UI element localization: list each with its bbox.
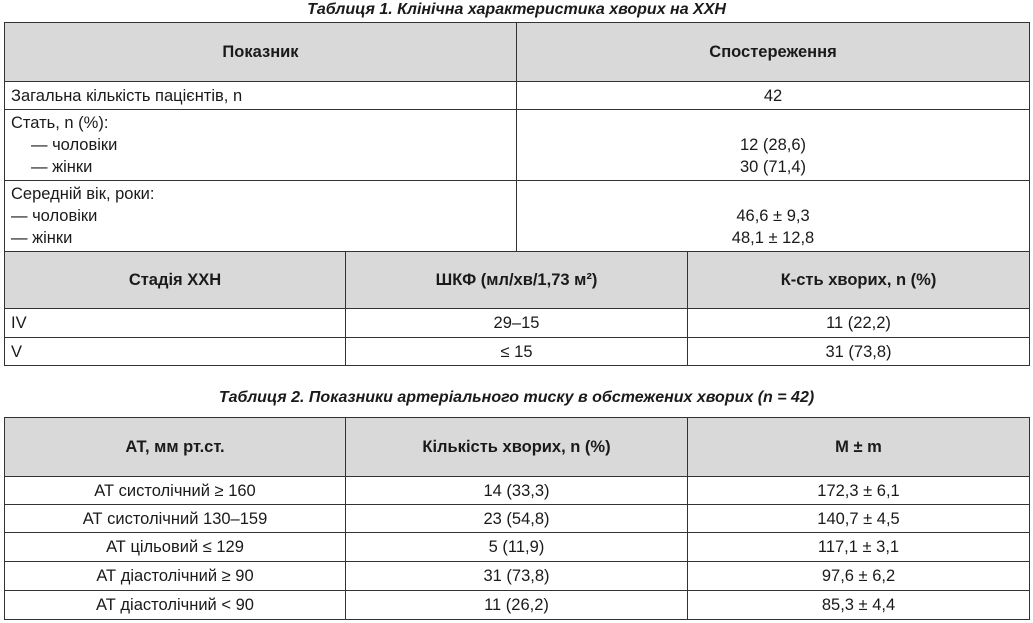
table-row — [5, 477, 1030, 505]
stage-header-row — [5, 252, 1030, 309]
stage-gfr: ≤ 15 — [346, 338, 688, 366]
table2-header-row — [5, 418, 1030, 477]
bp-mean: 172,3 ± 6,1 — [688, 477, 1030, 505]
table1-stages — [4, 251, 1030, 366]
bp-label: АТ діастолічний ≥ 90 — [5, 562, 346, 591]
table-row — [5, 562, 1030, 591]
bp-mean: 85,3 ± 4,4 — [688, 591, 1030, 620]
bp-count: 5 (11,9) — [346, 533, 688, 562]
sex-values — [517, 110, 1030, 181]
stage-count: 11 (22,2) — [688, 309, 1030, 338]
age-label: Середній вік, роки: — [11, 185, 155, 203]
table-row — [5, 338, 1030, 366]
sex-men-label: — чоловіки — [31, 136, 118, 154]
age-women-label: — жінки — [11, 229, 73, 247]
header-patients: Кількість хворих, n (%) — [346, 418, 688, 477]
total-label: Загальна кількість пацієнтів, n — [5, 82, 517, 110]
bp-label: АТ систолічний 130–159 — [5, 505, 346, 533]
table-row — [5, 181, 1030, 252]
table-row — [5, 533, 1030, 562]
bp-mean: 117,1 ± 3,1 — [688, 533, 1030, 562]
table1-caption: Таблиця 1. Клінічна характеристика хворих на ХХН — [307, 1, 726, 18]
table1 — [4, 22, 1030, 252]
stage-gfr: 29–15 — [346, 309, 688, 338]
bp-mean: 97,6 ± 6,2 — [688, 562, 1030, 591]
sex-women-label: — жінки — [31, 158, 93, 176]
table1-header-row — [5, 23, 1030, 82]
header-observation: Спостереження — [517, 23, 1030, 82]
age-cell — [5, 181, 517, 252]
header-mean: M ± m — [688, 418, 1030, 477]
age-men-label: — чоловіки — [11, 207, 98, 225]
bp-label: АТ цільовий ≤ 129 — [5, 533, 346, 562]
sex-cell — [5, 110, 517, 181]
bp-label: АТ діастолічний < 90 — [5, 591, 346, 620]
header-stage: Стадія ХХН — [5, 252, 346, 309]
table-row — [5, 309, 1030, 338]
bp-label: АТ систолічний ≥ 160 — [5, 477, 346, 505]
bp-count: 11 (26,2) — [346, 591, 688, 620]
header-bp: АТ, мм рт.ст. — [5, 418, 346, 477]
sex-men-value: 12 (28,6) — [739, 136, 807, 154]
age-men-value: 46,6 ± 9,3 — [736, 207, 810, 225]
total-value: 42 — [517, 82, 1030, 110]
bp-mean: 140,7 ± 4,5 — [688, 505, 1030, 533]
stage-name: V — [5, 338, 346, 366]
age-values — [517, 181, 1030, 252]
table2 — [4, 417, 1030, 620]
table-row — [5, 505, 1030, 533]
bp-count: 23 (54,8) — [346, 505, 688, 533]
table-row — [5, 82, 1030, 110]
sex-label: Стать, n (%): — [11, 114, 109, 132]
header-gfr: ШКФ (мл/хв/1,73 м²) — [346, 252, 688, 309]
bp-count: 31 (73,8) — [346, 562, 688, 591]
header-indicator: Показник — [5, 23, 517, 82]
age-women-value: 48,1 ± 12,8 — [731, 229, 815, 247]
bp-count: 14 (33,3) — [346, 477, 688, 505]
sex-women-value: 30 (71,4) — [739, 158, 807, 176]
header-count: К-сть хворих, n (%) — [688, 252, 1030, 309]
table-row — [5, 591, 1030, 620]
stage-count: 31 (73,8) — [688, 338, 1030, 366]
table2-caption: Таблиця 2. Показники артеріального тиску в обстежених хворих (n = 42) — [218, 389, 815, 406]
stage-name: IV — [5, 309, 346, 338]
table-row — [5, 110, 1030, 181]
